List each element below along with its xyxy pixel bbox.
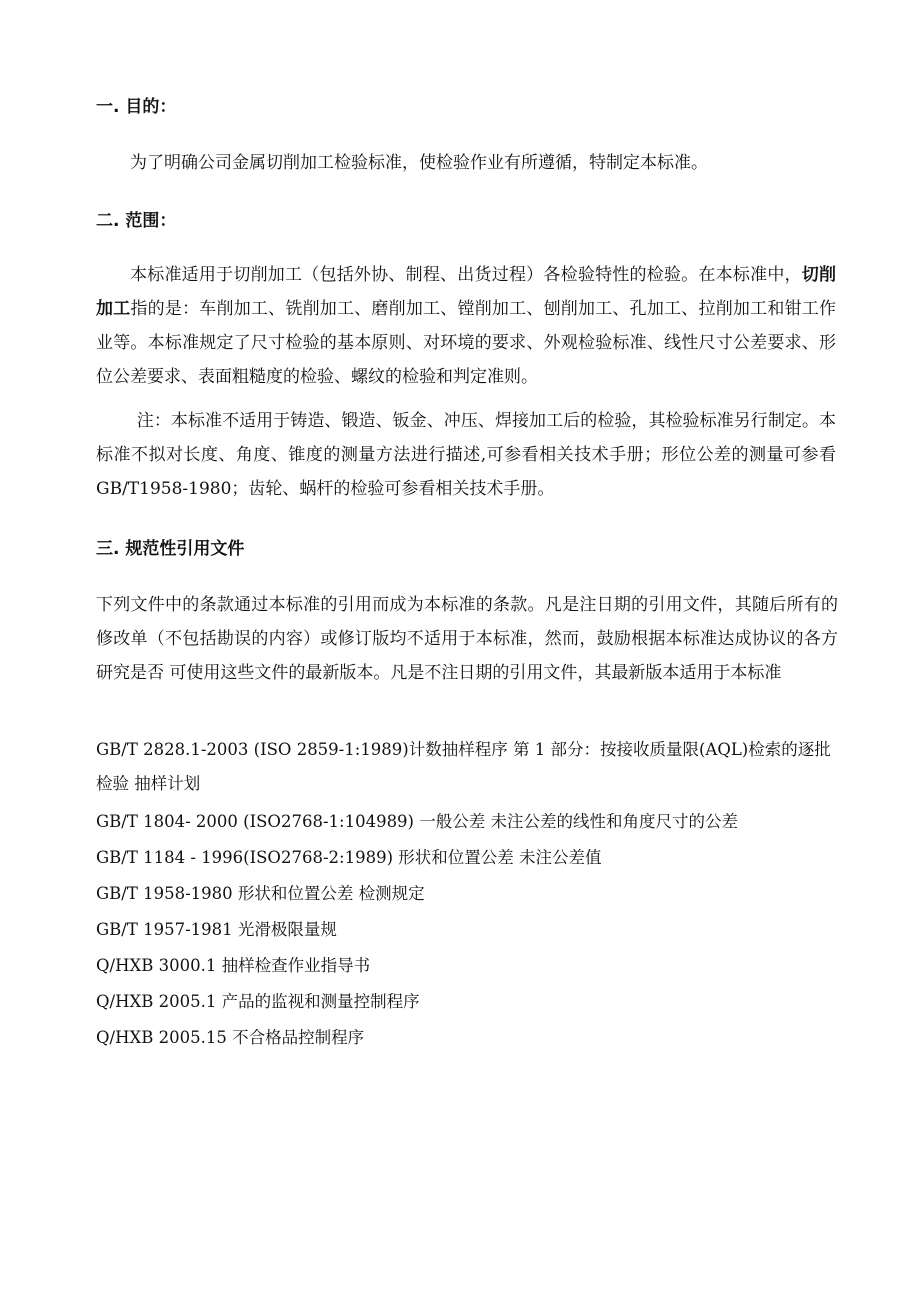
- scope-note-paragraph: 注：本标准不适用于铸造、锻造、钣金、冲压、焊接加工后的检验，其检验标准另行制定。本标准不拟对长度、角度、锥度的测量方法进行描述,可参看相关技术手册；形位公差的测量可参看 GB/T1958-1980；齿轮、蜗杆的检验可参看相关技术手册。: [96, 411, 836, 499]
- reference-item: GB/T 1804- 2000 (ISO2768-1:104989) 一般公差 未注公差的线性和角度尺寸的公差: [96, 812, 738, 831]
- scope-lead-text: 本标准适用于切削加工（包括外协、制程、出货过程）各检验特性的检验。在本标准中，: [130, 265, 802, 285]
- scope-paragraph: [96, 258, 836, 394]
- reference-item: Q/HXB 2005.1 产品的监视和测量控制程序: [96, 992, 420, 1011]
- section-heading-normative-references: 三. 规范性引用文件: [96, 539, 245, 559]
- scope-defined-term: 切削加工: [96, 265, 837, 319]
- reference-item: GB/T 1184 - 1996(ISO2768-2:1989) 形状和位置公差 未注公差值: [96, 848, 602, 867]
- reference-item: GB/T 1958-1980 形状和位置公差 检测规定: [96, 884, 425, 903]
- scope-rest-text: 指的是：车削加工、铣削加工、磨削加工、镗削加工、刨削加工、孔加工、拉削加工和钳工作业等。本标准规定了尺寸检验的基本原则、对环境的要求、外观检验标准、线性尺寸公差要求、形位公差要求、表面粗糙度的检验、螺纹的检验和判定准则。: [96, 299, 837, 387]
- section-heading-scope: 二. 范围：: [96, 211, 177, 231]
- reference-item: GB/T 2828.1-2003 (ISO 2859-1:1989)计数抽样程序 第 1 部分：按接收质量限(AQL)检索的逐批检验 抽样计划: [96, 740, 831, 793]
- reference-item: GB/T 1957-1981 光滑极限量规: [96, 920, 337, 939]
- purpose-paragraph: 为了明确公司金属切削加工检验标准，使检验作业有所遵循，特制定本标准。: [130, 153, 708, 173]
- references-intro-paragraph: 下列文件中的条款通过本标准的引用而成为本标准的条款。凡是注日期的引用文件，其随后所有的修改单（不包括勘误的内容）或修订版均不适用于本标准，然而，鼓励根据本标准达成协议的各方研究是否 可使用这些文件的最新版本。凡是不注日期的引用文件，其最新版本适用于本标准: [96, 595, 838, 683]
- reference-item: Q/HXB 2005.15 不合格品控制程序: [96, 1028, 365, 1047]
- reference-item: Q/HXB 3000.1 抽样检查作业指导书: [96, 956, 371, 975]
- section-heading-purpose: 一. 目的：: [96, 97, 177, 117]
